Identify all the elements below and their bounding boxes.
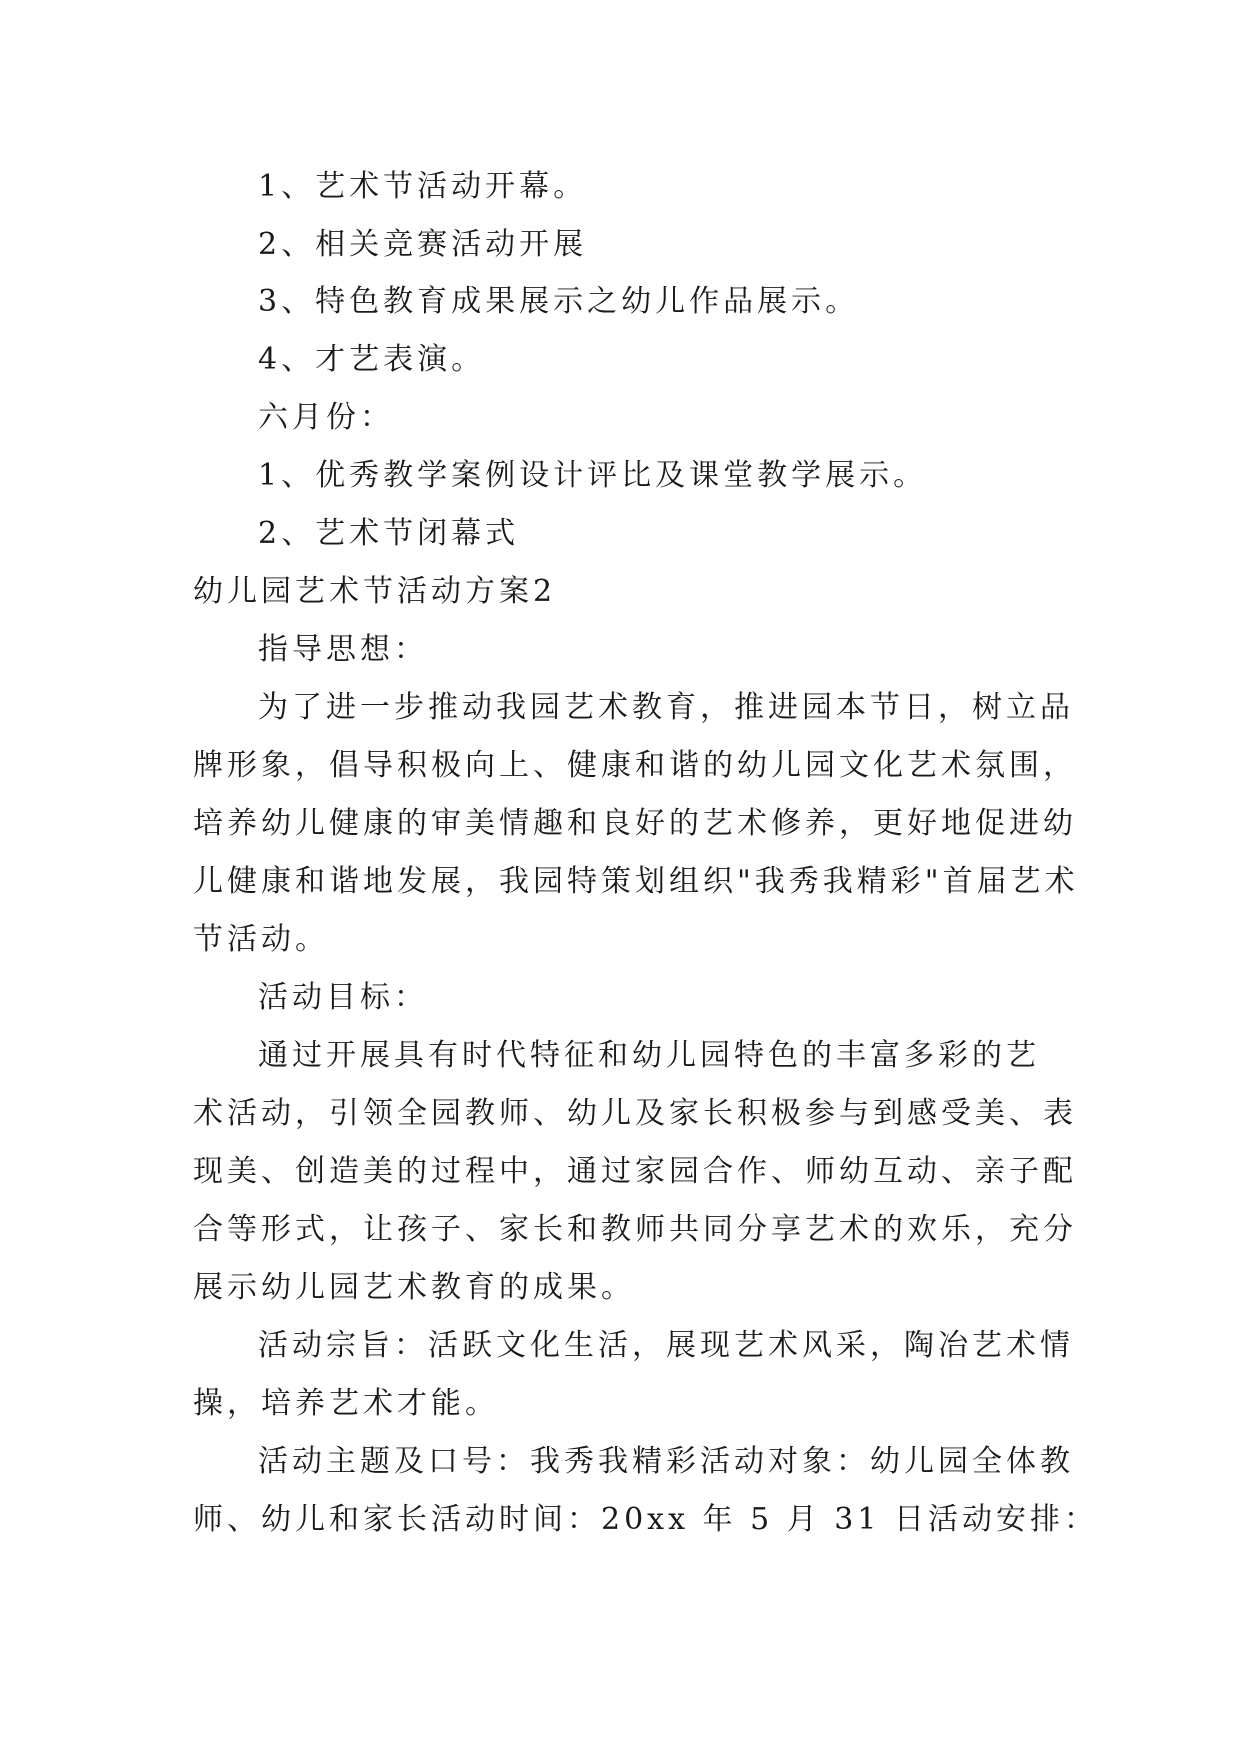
list-item-june-1: 1、优秀教学案例设计评比及课堂教学展示。 xyxy=(258,458,928,493)
paragraph-line: 活动宗旨：活跃文化生活，展现艺术风采，陶冶艺术情 xyxy=(258,1328,1074,1363)
paragraph-line: 培养幼儿健康的审美情趣和良好的艺术修养，更好地促进幼 xyxy=(193,806,1077,841)
list-item-4: 4、才艺表演。 xyxy=(258,342,486,377)
paragraph-line: 展示幼儿园艺术教育的成果。 xyxy=(193,1270,635,1305)
paragraph-line: 现美、创造美的过程中，通过家园合作、师幼互动、亲子配 xyxy=(193,1154,1077,1189)
paragraph-line: 为了进一步推动我园艺术教育，推进园本节日，树立品 xyxy=(258,690,1074,725)
paragraph-line: 合等形式，让孩子、家长和教师共同分享艺术的欢乐，充分 xyxy=(193,1212,1077,1247)
paragraph-line: 术活动，引领全园教师、幼儿及家长积极参与到感受美、表 xyxy=(193,1096,1077,1131)
heading-activity-goal: 活动目标： xyxy=(258,980,428,1015)
list-item-june-2: 2、艺术节闭幕式 xyxy=(258,516,520,551)
paragraph-line: 节活动。 xyxy=(193,922,329,957)
paragraph-line: 操，培养艺术才能。 xyxy=(193,1386,499,1421)
list-item-2: 2、相关竞赛活动开展 xyxy=(258,227,588,262)
section-title: 幼儿园艺术节活动方案2 xyxy=(193,574,557,609)
paragraph-line: 牌形象，倡导积极向上、健康和谐的幼儿园文化艺术氛围， xyxy=(193,748,1077,783)
paragraph-line: 儿健康和谐地发展，我园特策划组织"我秀我精彩"首届艺术 xyxy=(193,864,1079,899)
paragraph-line: 活动主题及口号：我秀我精彩活动对象：幼儿园全体教 xyxy=(258,1444,1074,1479)
paragraph-line: 通过开展具有时代特征和幼儿园特色的丰富多彩的艺 xyxy=(258,1038,1040,1073)
heading-guiding-thought: 指导思想： xyxy=(258,632,428,667)
list-item-1: 1、艺术节活动开幕。 xyxy=(258,169,588,204)
paragraph-line: 师、幼儿和家长活动时间：20xx 年 5 月 31 日活动安排： xyxy=(193,1502,1098,1537)
section-label-june: 六月份： xyxy=(258,400,394,435)
list-item-3: 3、特色教育成果展示之幼儿作品展示。 xyxy=(258,284,860,319)
